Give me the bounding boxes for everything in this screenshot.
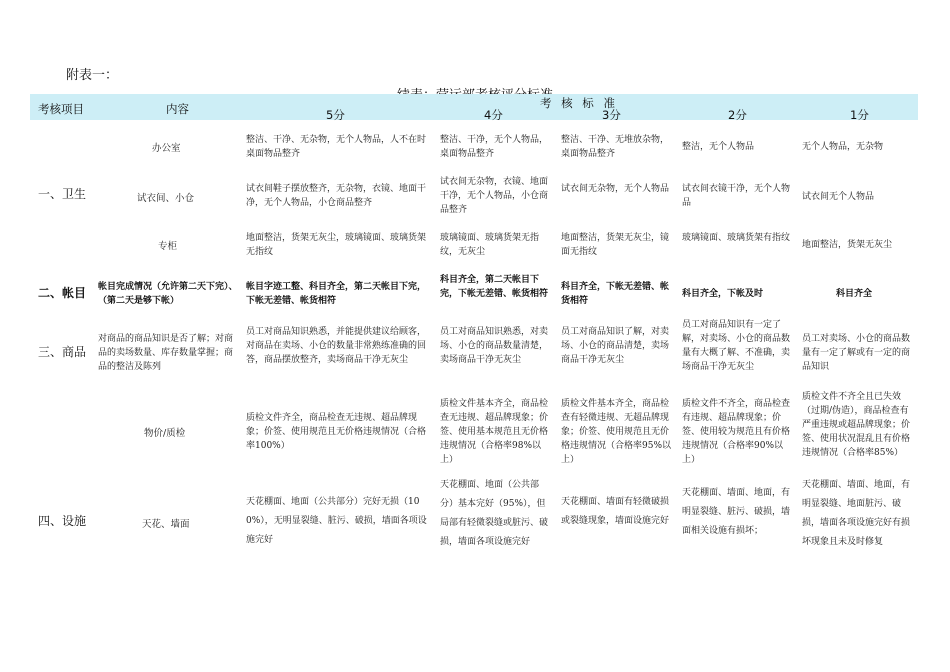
row-ceiling-score2: 天花棚面、墙面、地面，有明显裂缝、脏污、破损，墙面相关设施有损坏； <box>682 488 791 536</box>
table-header <box>30 94 918 120</box>
row-counter-score4: 玻璃镜面、玻璃货架无指纹，无灰尘 <box>440 233 540 257</box>
row-ceiling-score3: 天花棚面、墙面有轻微破损或裂缝现象，墙面设施完好 <box>561 497 670 526</box>
row-inspection-score3: 质检文件基本齐全，商品检查有轻微违规、无超品牌现象；价签、使用规范且无价格违规情况（合格率95%以上） <box>561 399 672 465</box>
row-ceiling-content: 天花、墙面 <box>142 519 190 530</box>
category-facilities: 四、设施 <box>38 514 87 528</box>
row-knowledge-score4: 员工对商品知识熟悉，对卖场、小仓的商品数量清楚，卖场商品干净无灰尘 <box>440 327 549 365</box>
row-accounts-content: 帐目完成情况（允许第二天下完）、（第二天是够下帐） <box>98 282 238 306</box>
row-fitting-score3: 试衣间无杂物，无个人物品 <box>561 184 670 194</box>
header-score1: 1分 <box>850 108 869 122</box>
row-office-score1: 无个人物品，无杂物 <box>802 142 884 152</box>
row-accounts-score5: 帐目字迹工整、科目齐全，第二天帐目下完，下帐无差错、帐货相符 <box>246 282 427 306</box>
row-knowledge-score3: 员工对商品知识了解，对卖场、小仓的商品清楚，卖场商品干净无灰尘 <box>561 327 670 365</box>
row-accounts-score2: 科目齐全，下帐及时 <box>682 289 764 299</box>
row-fitting-score4: 试衣间无杂物，衣镜、地面干净，无个人物品，小仓商品整齐 <box>440 177 549 215</box>
header-score3: 3分 <box>602 108 621 122</box>
header-score2: 2分 <box>728 108 747 122</box>
category-hygiene: 一、卫生 <box>38 187 87 201</box>
row-knowledge-score5: 员工对商品知识熟悉，并能提供建议给顾客，对商品在卖场、小仓的数量非常熟练准确的回答，商品摆放整齐，卖场商品干净无灰尘 <box>246 327 427 365</box>
row-ceiling-score5: 天花棚面、地面（公共部分）完好无损（100%），无明显裂缝、脏污、破损，墙面各项设施完好 <box>246 497 427 545</box>
row-inspection-content: 物价/质检 <box>144 428 186 439</box>
row-ceiling-score1: 天花棚面、墙面、地面，有明显裂缝、地面脏污、破损，墙面各项设施完好有损坏现象且未及时修复 <box>802 480 911 547</box>
header-score5: 5分 <box>326 108 345 122</box>
row-counter-score3: 地面整洁，货架无灰尘，镜面无指纹 <box>561 233 670 257</box>
row-office-score4: 整洁、干净，无个人物品，桌面物品整齐 <box>440 135 549 159</box>
row-fitting-score5: 试衣间鞋子摆放整齐，无杂物，衣镜、地面干净，无个人物品，小仓商品整齐 <box>246 184 427 208</box>
row-ceiling-score4: 天花棚面、地面（公共部分）基本完好（95%），但局部有轻微裂缝或脏污、破损，墙面各项设施完好 <box>440 480 549 547</box>
category-goods: 三、商品 <box>38 345 87 359</box>
row-inspection-score1: 质检文件不齐全且已失效（过期/伪造），商品检查有严重违规或超品牌现象；价签、使用状况混乱且有价格违规情况（合格率85%） <box>802 392 911 458</box>
header-score4: 4分 <box>484 108 503 122</box>
row-knowledge-score1: 员工对卖场、小仓的商品数量有一定了解或有一定的商品知识 <box>802 334 911 372</box>
row-counter-score2: 玻璃镜面、玻璃货架有指纹 <box>682 233 791 243</box>
row-knowledge-content: 对商品的商品知识是否了解；对商品的卖场数量、库存数量掌握；商品的整洁及陈列 <box>98 334 234 372</box>
row-accounts-score4: 科目齐全，第二天帐目下完，下帐无差错、帐货相符 <box>440 275 549 299</box>
row-fitting-score2: 试衣间衣镜干净，无个人物品 <box>682 184 791 208</box>
row-counter-content: 专柜 <box>158 241 178 252</box>
row-inspection-score4: 质检文件基本齐全，商品检查无违规、超品牌现象；价签、使用基本规范且无价格违规情况（合格率98%以上） <box>440 399 549 465</box>
row-fitting-score1: 试衣间无个人物品 <box>802 192 875 202</box>
row-counter-score5: 地面整洁，货架无灰尘，玻璃镜面、玻璃货架无指纹 <box>246 233 427 257</box>
row-office-score3: 整洁、干净、无堆放杂物，桌面物品整齐 <box>561 135 670 159</box>
row-inspection-score2: 质检文件不齐全，商品检查有违规、超品牌现象；价签、使用较为规范且有价格违规情况（合格率90%以上） <box>682 399 791 465</box>
header-project: 考核项目 <box>38 102 84 116</box>
header-criteria: 考 核 标 准 <box>540 96 618 110</box>
row-office-score5: 整洁、干净、无杂物，无个人物品，人不在时桌面物品整齐 <box>246 135 427 159</box>
row-office-content: 办公室 <box>152 143 181 154</box>
row-knowledge-score2: 员工对商品知识有一定了解，对卖场、小仓的商品数量有大概了解、不准确，卖场商品干净无灰尘 <box>682 320 791 372</box>
appendix-label: 附表一： <box>66 68 119 83</box>
row-office-score2: 整洁，无个人物品 <box>682 142 755 152</box>
category-accounts: 二、帐目 <box>38 286 87 300</box>
row-accounts-score1: 科目齐全 <box>836 289 873 299</box>
row-counter-score1: 地面整洁，货架无灰尘 <box>802 240 893 250</box>
header-content: 内容 <box>166 102 189 116</box>
row-accounts-score3: 科目齐全，下帐无差错、帐货相符 <box>561 282 670 306</box>
row-fitting-content: 试衣间、小仓 <box>137 193 195 204</box>
row-inspection-score5: 质检文件齐全，商品检查无违规、超品牌现象；价签、使用规范且无价格违规情况（合格率100%） <box>246 413 427 451</box>
